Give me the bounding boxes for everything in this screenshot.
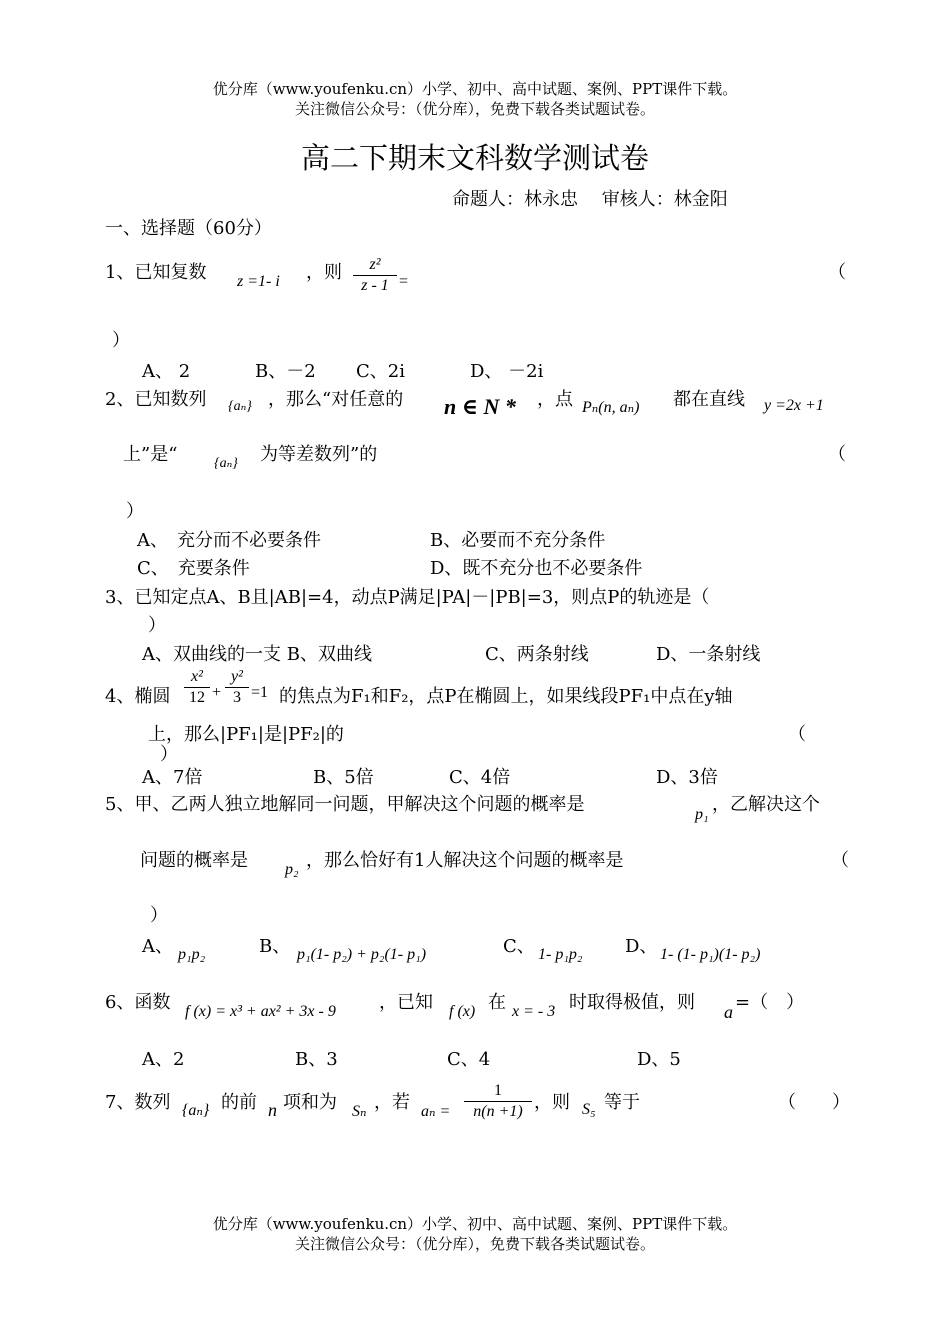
q4-option-c: C、4倍 <box>449 767 511 788</box>
q2-mid2: ，点 <box>537 389 573 410</box>
q7-paren: （ ） <box>778 1092 850 1113</box>
q7-an: aₙ = <box>421 1103 451 1120</box>
q1-fraction <box>353 256 397 295</box>
q7-mid4: ，则 <box>534 1092 570 1113</box>
q4-f1-num: x² <box>191 668 203 685</box>
q5-mid: ，乙解决这个 <box>712 794 820 815</box>
q1-paren-open: （ <box>828 262 846 283</box>
q3-option-ab: A、双曲线的一支 B、双曲线 <box>142 644 372 665</box>
q2-option-a: A、 充分而不必要条件 <box>137 530 321 551</box>
q4-eq1: =1 <box>251 684 269 701</box>
q6-option-a: A、2 <box>142 1049 185 1070</box>
q7-fraction <box>464 1082 532 1121</box>
q6-fx: f (x) <box>449 1003 476 1020</box>
page-title: 高二下期末文科数学测试卷 <box>300 141 649 175</box>
q1-option-c: C、2i <box>356 361 405 382</box>
q1-expr: z =1- i <box>237 273 280 290</box>
q1-frac-den: z - 1 <box>361 277 389 294</box>
q4-paren-close: ） <box>160 744 178 765</box>
q4-f1-den: 12 <box>189 689 205 706</box>
q1-mid: ，则 <box>306 262 342 283</box>
q5-option-c: 1- p₁p₂ <box>538 946 583 963</box>
q6-mid1: ，已知 <box>379 992 433 1013</box>
q7-frac-den: n(n +1) <box>473 1103 523 1120</box>
q7-S5: S₅ <box>582 1101 596 1118</box>
q2-lead: 2、已知数列 <box>105 389 207 410</box>
section-heading: 一、选择题（60分） <box>105 218 272 239</box>
q1-frac-num: z² <box>369 256 381 273</box>
q1-option-b: B、－2 <box>255 361 316 382</box>
q5-option-a: p₁p₂ <box>178 946 206 963</box>
header-line-1: 优分库（www.youfenku.cn）小学、初中、高中试题、案例、PPT课件下载。 <box>212 80 738 98</box>
q5-optC-label: C、 <box>503 936 535 957</box>
q2-point: Pₙ(n, aₙ) <box>582 399 640 416</box>
q5-optB-label: B、 <box>259 936 291 957</box>
q5-paren-open: （ <box>831 850 849 871</box>
q4-option-a: A、7倍 <box>142 767 203 788</box>
q2-seq2: {aₙ} <box>214 456 238 471</box>
q7-mid2: 项和为 <box>283 1092 337 1113</box>
header-line-2: 关注微信公众号：（优分库），免费下载各类试题试卷。 <box>294 100 655 118</box>
q3-text: 3、已知定点A、B且|AB|=4，动点P满足|PA|－|PB|=3，则点P的轨迹是（ <box>105 587 710 608</box>
q6-func: f (x) = x³ + ax² + 3x - 9 <box>185 1003 336 1020</box>
q4-lead: 4、椭圆 <box>105 686 171 707</box>
q6-lead: 6、函数 <box>105 992 171 1013</box>
q5-option-b: p₁(1- p₂) + p₂(1- p₁) <box>297 946 427 963</box>
q7-seq: {aₙ} <box>182 1102 210 1119</box>
q4-f2-num: y² <box>231 668 243 685</box>
q4-plus: + <box>212 684 222 701</box>
q2-mid1: ，那么“对任意的 <box>268 389 404 410</box>
q1-option-a: A、 2 <box>142 361 191 382</box>
q7-n: n <box>268 1100 277 1120</box>
q5-line2: 问题的概率是 <box>140 850 248 871</box>
q6-xval: x = - 3 <box>512 1003 556 1020</box>
q5-option-d: 1- (1- p₁)(1- p₂) <box>660 946 761 963</box>
q7-Sn: Sₙ <box>352 1103 367 1120</box>
q7-tail: 等于 <box>604 1092 640 1113</box>
q5-optA-label: A、 <box>142 936 173 957</box>
q4-option-d: D、3倍 <box>656 767 718 788</box>
q1-eq: = <box>399 273 409 290</box>
q6-option-c: C、4 <box>447 1049 491 1070</box>
q2-mid3: 都在直线 <box>673 389 745 410</box>
q2-nset: n ∈ N * <box>444 394 516 419</box>
q5-lead: 5、甲、乙两人独立地解同一问题，甲解决这个问题的概率是 <box>105 794 585 815</box>
q7-frac-num: 1 <box>494 1082 502 1099</box>
q6-mid3: 时取得极值，则 <box>569 992 695 1013</box>
q3-paren-close: ） <box>148 615 166 636</box>
footer-line-2: 关注微信公众号：（优分库），免费下载各类试题试卷。 <box>294 1235 655 1253</box>
q3-option-d: D、一条射线 <box>656 644 761 665</box>
q4-paren-open: （ <box>788 724 806 745</box>
q2-option-c: C、 充要条件 <box>137 558 250 579</box>
q5-p2: p₂ <box>285 861 299 878</box>
q1-lead: 1、已知复数 <box>105 262 207 283</box>
q7-mid1: 的前 <box>221 1092 257 1113</box>
q4-rest1: 的焦点为F₁和F₂，点P在椭圆上，如果线段PF₁中点在y轴 <box>279 686 733 707</box>
q7-mid3: ，若 <box>374 1092 410 1113</box>
q5-optD-label: D、 <box>625 936 658 957</box>
q6-option-b: B、3 <box>295 1049 338 1070</box>
q2-line2b: 为等差数列”的 <box>260 444 378 465</box>
q2-line-eq: y =2x +1 <box>764 397 824 414</box>
q6-option-d: D、5 <box>637 1049 681 1070</box>
q6-a: a <box>724 1002 733 1022</box>
q2-paren-close: ） <box>126 501 144 522</box>
q7-lead: 7、数列 <box>105 1092 171 1113</box>
q2-option-d: D、既不充分也不必要条件 <box>430 558 643 579</box>
q6-mid2: 在 <box>488 992 506 1013</box>
q2-line2a: 上”是“ <box>123 444 178 465</box>
q4-line2: 上，那么|PF₁|是|PF₂|的 <box>148 724 344 745</box>
q4-frac-x <box>184 668 210 707</box>
footer-line-1: 优分库（www.youfenku.cn）小学、初中、高中试题、案例、PPT课件下载。 <box>212 1215 738 1233</box>
q2-paren-open: （ <box>828 444 846 465</box>
q1-option-d: D、 －2i <box>470 361 544 382</box>
q4-f2-den: 3 <box>233 689 241 706</box>
q1-paren-close: ） <box>112 330 130 351</box>
q5-line2b: ，那么恰好有1人解决这个问题的概率是 <box>306 850 624 871</box>
q2-option-b: B、必要而不充分条件 <box>430 530 606 551</box>
q4-option-b: B、5倍 <box>313 767 374 788</box>
q5-paren-close: ） <box>150 905 168 926</box>
q5-p1: p₁ <box>695 806 709 823</box>
q6-tail: =（ ） <box>735 992 805 1013</box>
q4-frac-y <box>225 668 249 707</box>
q3-option-c: C、两条射线 <box>485 644 589 665</box>
q2-seq: {aₙ} <box>228 399 252 414</box>
authors: 命题人：林永忠 审核人：林金阳 <box>452 189 728 210</box>
